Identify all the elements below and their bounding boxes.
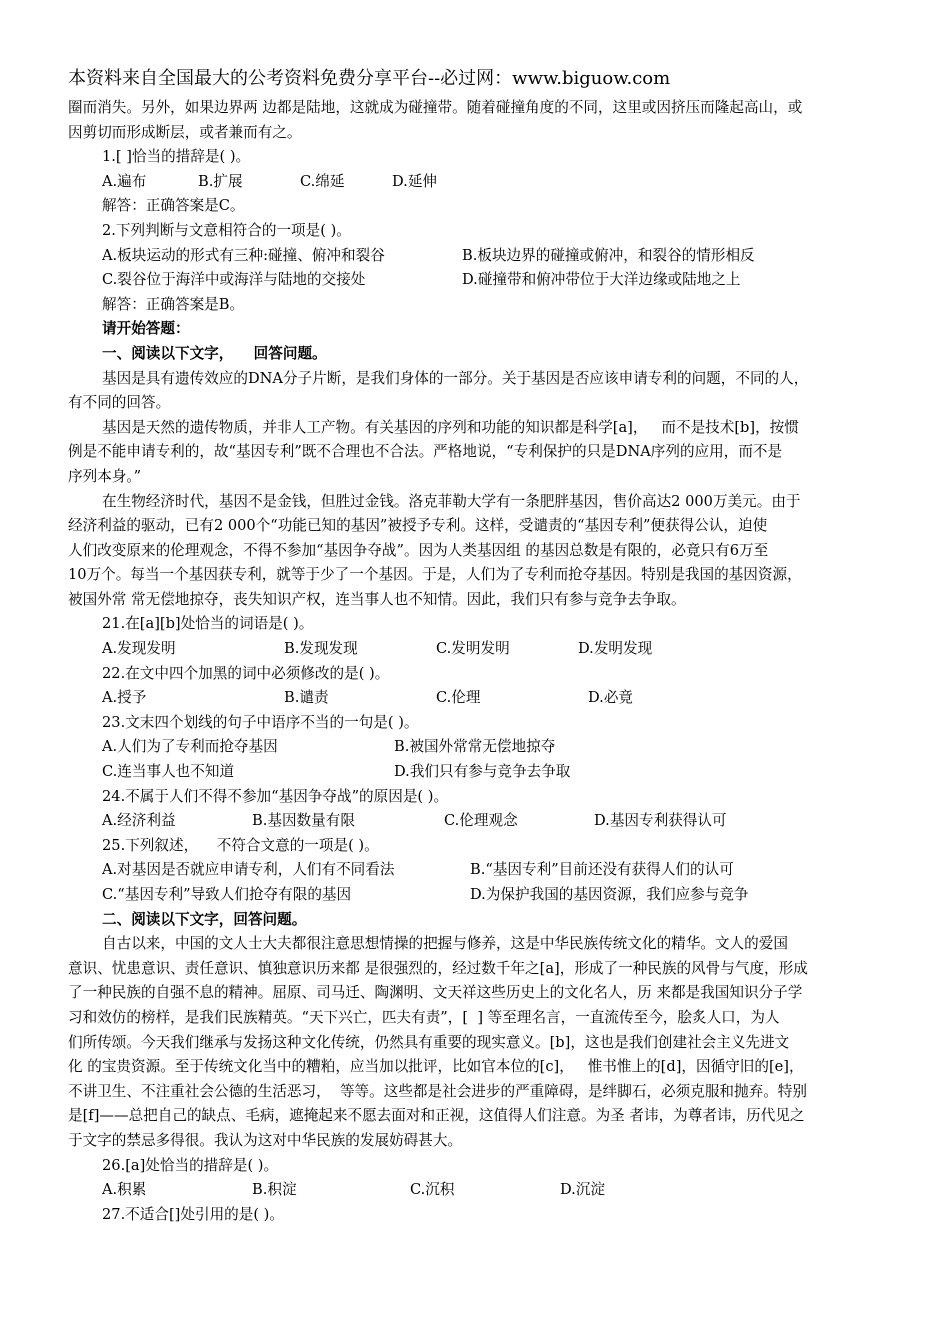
section-2-heading: 二、阅读以下文字，回答问题。 [102,910,307,928]
question-24: 24.不属于人们不得不参加“基因争夺战”的原因是( )。 [102,787,449,805]
question-2-options [68,244,885,269]
option: A.对基因是否就应申请专利，人们有不同看法 [102,861,395,879]
paragraph-line: 经济利益的驱动，已有2 000个“功能已知的基因”被授予专利。这样，受谴责的“基因专利”便获得公认，迫使 [68,517,768,535]
option: D.碰撞带和俯冲带位于大洋边缘或陆地之上 [462,271,741,289]
question-22-options [68,686,885,711]
option: C.绵延 [300,172,345,190]
option: C.伦理观念 [444,812,518,830]
question-1-options [68,170,885,195]
option: C.裂谷位于海洋中或海洋与陆地的交接处 [102,271,366,289]
option: D.为保护我国的基因资源，我们应参与竞争 [470,886,749,903]
paragraph-line: 于文字的禁忌多得很。我认为这对中华民族的发展妨碍甚大。 [68,1131,463,1149]
paragraph-line: 了一种民族的自强不息的精神。屈原、司马迁、陶渊明、文天祥这些历史上的文化名人，历 来都是我国知识分子学 [68,984,803,1002]
option: A.板块运动的形式有三种:碰撞、俯冲和裂谷 [102,246,385,264]
question-2: 2.下列判断与文意相符合的一项是( )。 [102,221,351,239]
option: D.沉淀 [560,1181,606,1199]
paragraph-line: 序列本身。” [68,467,142,485]
option: D.必竟 [588,689,634,707]
option: A.人们为了专利而抢夺基因 [102,738,278,756]
option: A.授予 [102,689,147,707]
paragraph-line: 化 的宝贵资源。至于传统文化当中的糟粕，应当加以批评，比如官本位的[c]， 惟书惟上的[d]，因循守旧的[e]， [68,1058,804,1076]
option: C.“基因专利”导致人们抢夺有限的基因 [102,886,352,903]
option: D.延伸 [392,172,438,190]
answer-1: 解答：正确答案是C。 [102,197,245,215]
option: D.我们只有参与竞争去争取 [394,763,571,781]
paragraph-line: 在生物经济时代，基因不是金钱，但胜过金钱。洛克菲勒大学有一条肥胖基因，售价高达2 000万美元。由于 [102,492,801,510]
question-24-options [68,809,885,834]
option: A.积累 [102,1181,147,1199]
start-label: 请开始答题： [102,320,190,338]
question-23: 23.文末四个划线的句子中语序不当的一句是( )。 [102,713,419,731]
paragraph-line: 基因是具有遗传效应的DNA分子片断，是我们身体的一部分。关于基因是否应该申请专利的问题，不同的人， [102,369,809,387]
intro-line: 圈而消失。另外，如果边界两 边都是陆地，这就成为碰撞带。随着碰撞角度的不同，这里或因挤压而隆起高山，或 [68,99,803,116]
question-25-options [68,858,885,883]
option: B.基因数量有限 [252,812,355,830]
option: C.连当事人也不知道 [102,763,235,781]
question-23-options [68,760,885,785]
paragraph-line: 有不同的回答。 [68,394,171,412]
paragraph-line: 是[f]——总把自己的缺点、毛病，遮掩起来不愿去面对和正视，这值得人们注意。为圣 者讳，为尊者讳，历代见之 [68,1107,805,1125]
question-27: 27.不适合[]处引用的是( )。 [102,1205,284,1223]
paragraph-line: 10万个。每当一个基因获专利，就等于少了一个基因。于是，人们为了专利而抢夺基因。特别是我国的基因资源， [68,566,802,584]
option: D.基因专利获得认可 [594,812,727,830]
question-1: 1.[ ]恰当的措辞是( )。 [102,148,251,166]
paragraph-line: 习和效仿的榜样，是我们民族精英。“天下兴亡，匹夫有责”，[ ] 等至理名言，一直流传至今，脍炙人口，为人 [68,1008,780,1026]
question-26-options [68,1178,885,1203]
question-21: 21.在[a][b]处恰当的词语是( )。 [102,615,314,633]
option: A.发现发明 [102,640,176,658]
option: C.沉积 [410,1181,455,1199]
page-header: 本资料来自全国最大的公考资料免费分享平台--必过网：www.biguow.com [68,68,671,89]
section-1-heading: 一、阅读以下文字， 回答问题。 [102,344,327,362]
option: D.发明发现 [578,640,653,658]
paragraph-line: 意识、忧患意识、责任意识、慎独意识历来都 是很强烈的，经过数千年之[a]，形成了一种民族的风骨与气度，形成 [68,959,808,977]
option: B.“基因专利”目前还没有获得人们的认可 [470,861,734,879]
question-2-options [68,268,885,293]
option: B.被国外常常无偿地掠夺 [394,738,556,756]
question-22: 22.在文中四个加黑的词中必须修改的是( )。 [102,664,390,682]
option: B.扩展 [198,172,243,190]
answer-2: 解答：正确答案是B。 [102,295,245,313]
option: B.发现发现 [284,640,358,658]
paragraph-line: 例是不能申请专利的，故“基因专利”既不合理也不合法。严格地说，“专利保护的只是DNA序列的应用，而不是 [68,443,783,461]
paragraph-line: 自古以来，中国的文人士大夫都很注意思想情操的把握与修养，这是中华民族传统文化的精华。文人的爱国 [102,935,788,953]
question-26: 26.[a]处恰当的措辞是( )。 [102,1156,279,1174]
option: B.积淀 [252,1181,297,1199]
question-25: 25.下列叙述， 不符合文意的一项是( )。 [102,836,379,854]
document-body [68,96,885,1227]
option: A.经济利益 [102,812,176,830]
option: A.遍布 [102,172,147,190]
paragraph-line: 不讲卫生、不注重社会公德的生活恶习， 等等。这些都是社会进步的严重障碍，是绊脚石，必须克服和抛弃。特别 [68,1082,807,1100]
intro-line: 因剪切而形成断层，或者兼而有之。 [68,123,302,141]
question-23-options [68,735,885,760]
paragraph-line: 被国外常 常无偿地掠夺，丧失知识产权，连当事人也不知情。因此，我们只有参与竞争去争取。 [68,590,686,608]
paragraph-line: 基因是天然的遗传物质，并非人工产物。有关基因的序列和功能的知识都是科学[a]， 而不是技术[b]，按惯 [102,418,799,436]
option: B.谴责 [284,689,329,707]
paragraph-line: 们所传颂。今天我们继承与发扬这种文化传统，仍然具有重要的现实意义。[b]，这也是我们创建社会主义先进文 [68,1033,790,1051]
question-25-options [68,883,885,908]
question-21-options [68,637,885,662]
paragraph-line: 人们改变原来的伦理观念，不得不参加“基因争夺战”。因为人类基因组 的基因总数是有限的，必竟只有6万至 [68,541,769,559]
option: C.发明发明 [436,640,510,658]
option: C.伦理 [436,689,481,707]
option: B.板块边界的碰撞或俯冲，和裂谷的情形相反 [462,246,755,264]
